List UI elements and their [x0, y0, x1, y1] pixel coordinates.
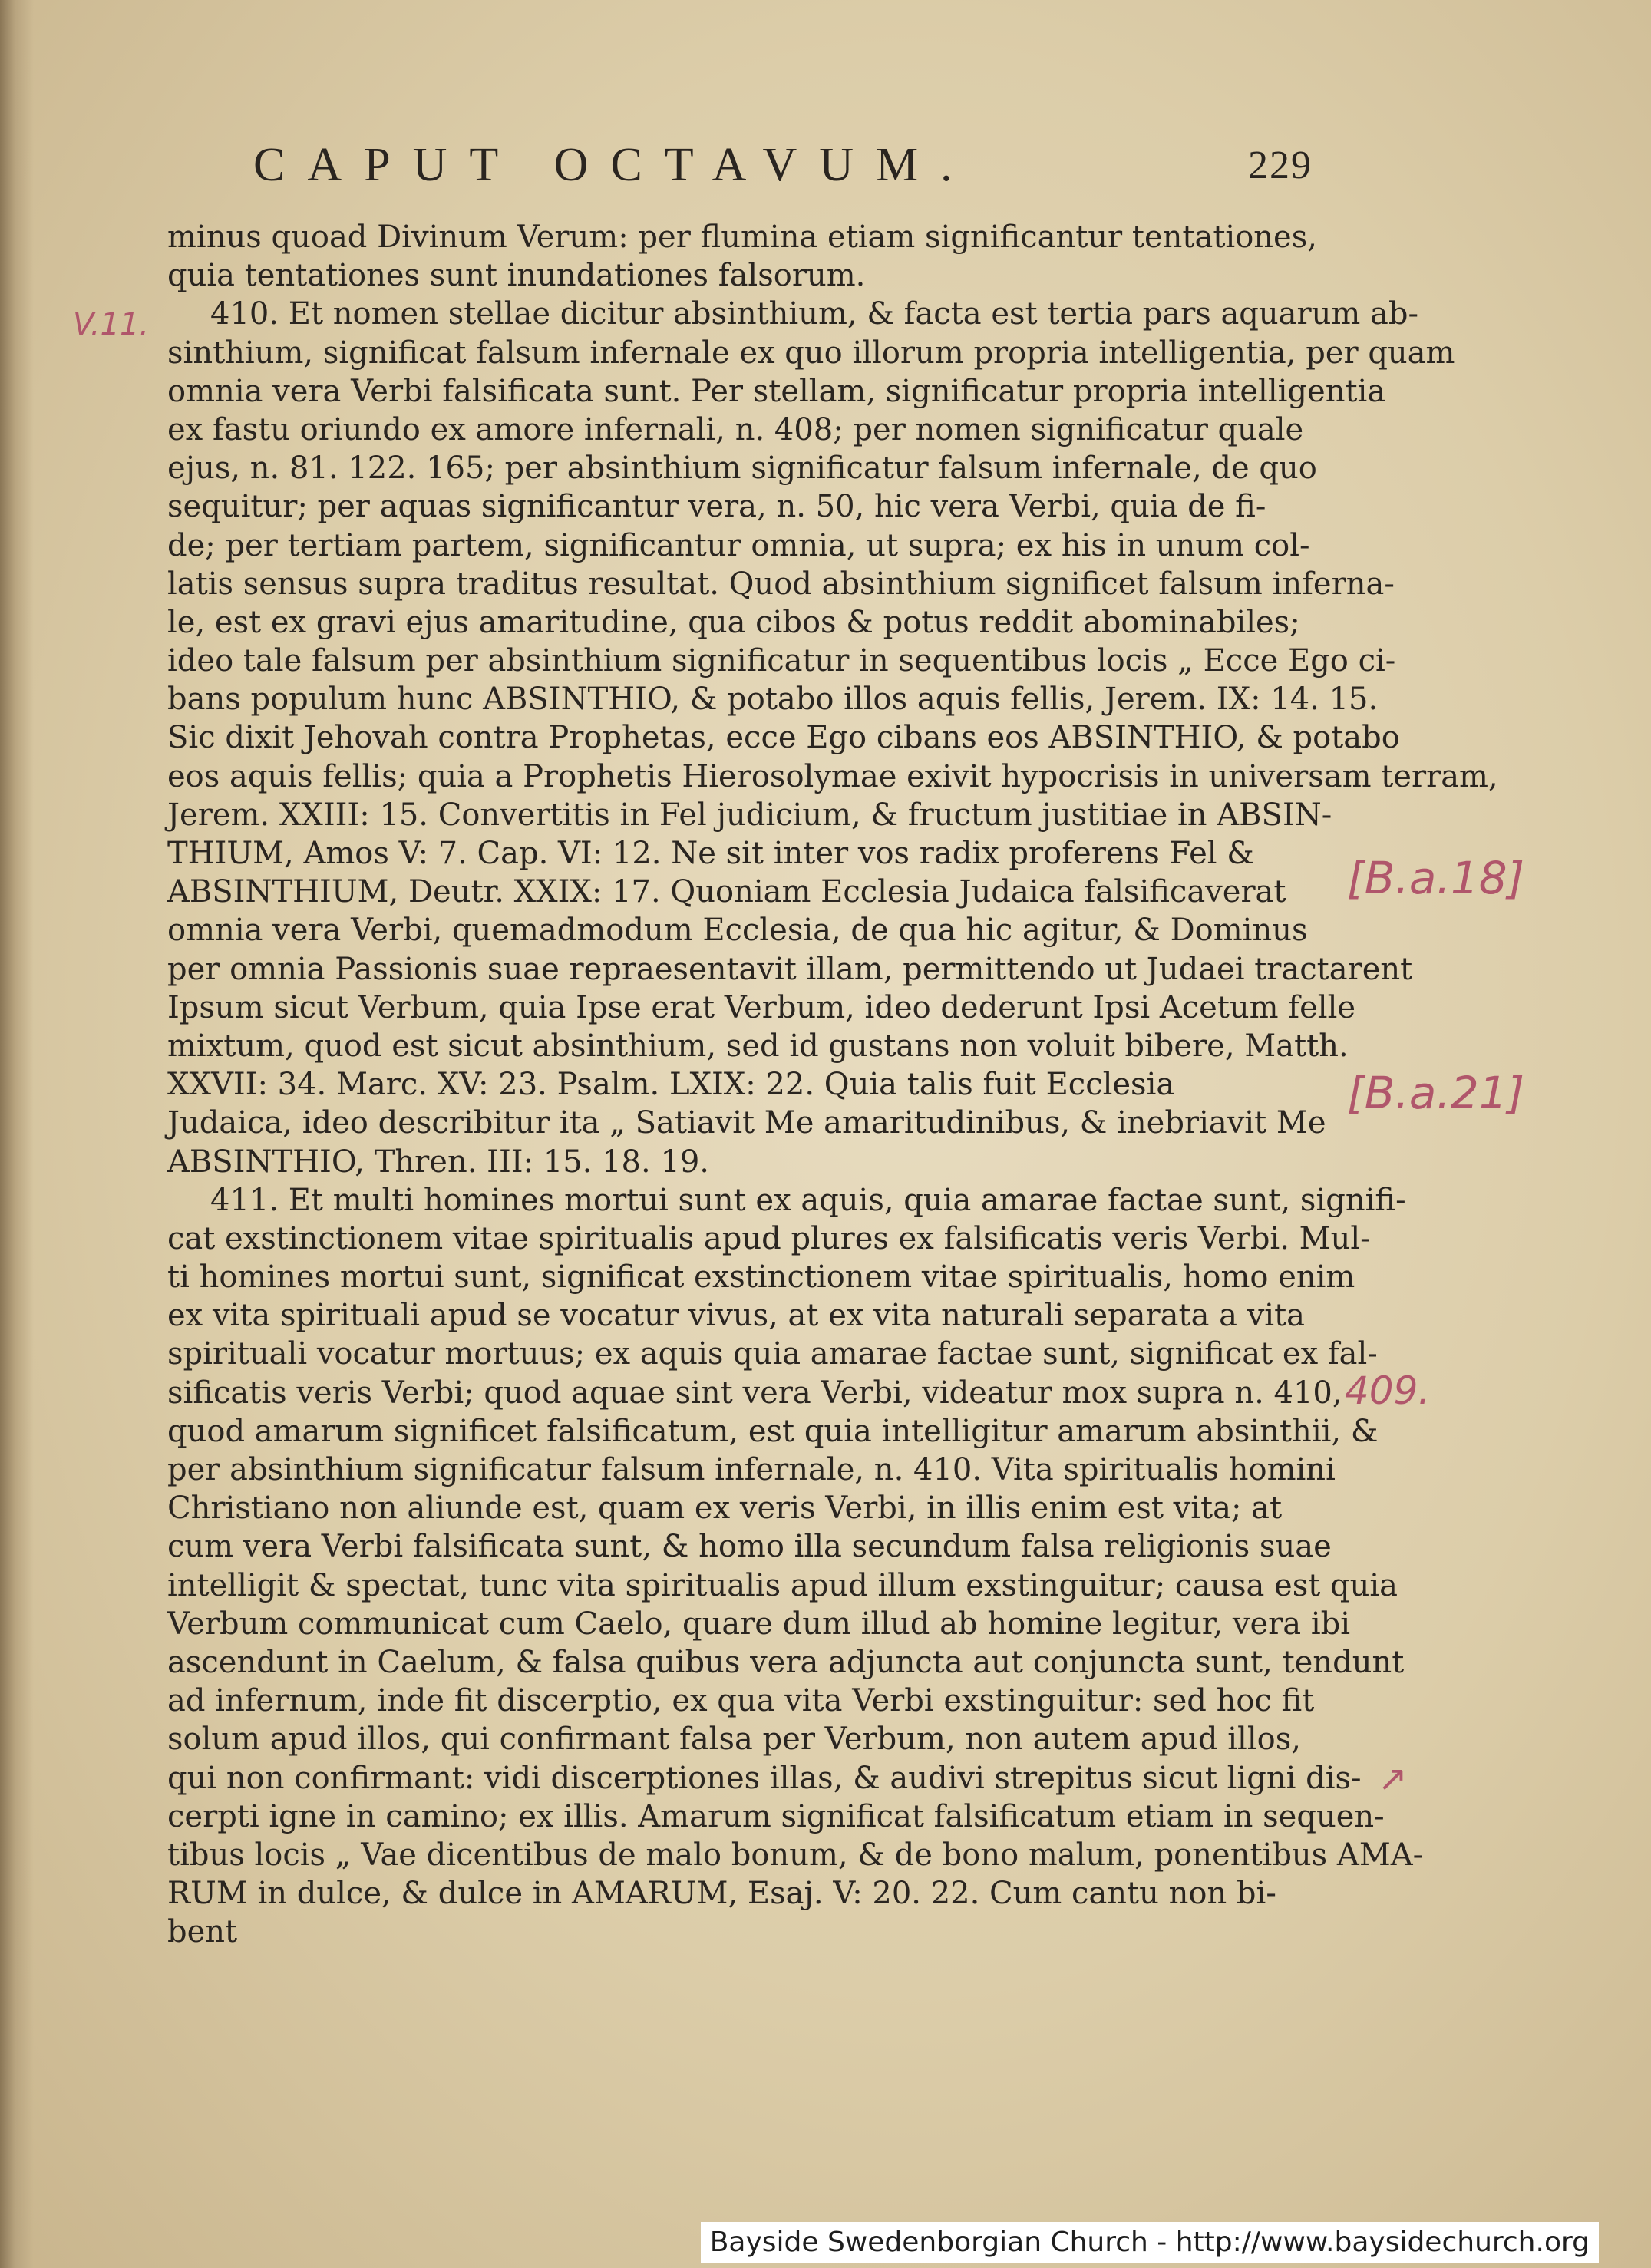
- margin-note-verse: V.11.: [73, 307, 150, 342]
- text-line: intelligit & spectat, tunc vita spiritualis apud illum exstinguitur; causa est quia: [167, 1567, 1398, 1603]
- text-line: eos aquis fellis; quia a Prophetis Hierosolymae exivit hypocrisis in universam terram,: [167, 758, 1498, 794]
- text-line: ejus, n. 81. 122. 165; per absinthium significatur falsum infernale, de quo: [167, 451, 1317, 487]
- margin-note-ref-21: [B.a.21]: [1347, 1067, 1525, 1119]
- paragraph-410-start: 410. Et nomen stellae dicitur absinthium, & facta est tertia pars aquarum ab-: [210, 296, 1419, 332]
- text-line: ex fastu oriundo ex amore infernali, n. 408; per nomen significatur quale: [167, 411, 1304, 447]
- catchword: [167, 1951, 1319, 1989]
- text-line: Verbum communicat cum Caelo, quare dum illud ab homine legitur, vera ibi: [167, 1606, 1351, 1642]
- text-line: RUM in dulce, & dulce in AMARUM, Esaj. V: 20. 22. Cum cantu non bi-: [167, 1876, 1276, 1912]
- text-line: Christiano non aliunde est, quam ex veris Verbi, in illis enim est vita; at: [167, 1491, 1283, 1527]
- text-line: cerpti igne in camino; ex illis. Amarum significat falsificatum etiam in sequen-: [167, 1798, 1385, 1834]
- text-line: quia tentationes sunt inundationes falsorum.: [167, 258, 866, 294]
- paragraph-411-start: 411. Et multi homines mortui sunt ex aquis, quia amarae factae sunt, signifi-: [210, 1182, 1406, 1218]
- text-line: solum apud illos, qui confirmant falsa per Verbum, non autem apud illos,: [167, 1722, 1301, 1758]
- text-line: bent: [167, 1914, 238, 1950]
- page-header: [253, 138, 1313, 200]
- text-line: ABSINTHIO, Thren. III: 15. 18. 19.: [167, 1144, 710, 1180]
- text-line: qui non confirmant: vidi discerptiones illas, & audivi strepitus sicut ligni dis-: [167, 1760, 1362, 1796]
- text-line: sequitur; per aquas significantur vera, n. 50, hic vera Verbi, quia de fi-: [167, 489, 1266, 525]
- text-line: XXVII: 34. Marc. XV: 23. Psalm. LXIX: 22. Quia talis fuit Ecclesia: [167, 1067, 1175, 1103]
- text-line: ti homines mortui sunt, significat exstinctionem vitae spiritualis, homo enim: [167, 1259, 1355, 1296]
- text-line: de; per tertiam partem, significantur omnia, ut supra; ex his in unum col-: [167, 527, 1310, 563]
- text-line: quod amarum significet falsificatum, est quia intelligitur amarum absinthii, &: [167, 1413, 1379, 1449]
- page-spine-shadow: [0, 0, 34, 2268]
- text-line: cat exstinctionem vitae spiritualis apud plures ex falsificatis veris Verbi. Mul-: [167, 1220, 1371, 1256]
- text-line: mixtum, quod est sicut absinthium, sed id gustans non voluit bibere, Matth.: [167, 1028, 1349, 1064]
- text-line: ad infernum, inde fit discerptio, ex qua vita Verbi exstinguitur: sed hoc fit: [167, 1683, 1315, 1719]
- text-line: ABSINTHIUM, Deutr. XXIX: 17. Quoniam Ecclesia Judaica falsificaverat: [167, 874, 1286, 910]
- text-line: omnia vera Verbi, quemadmodum Ecclesia, de qua hic agitur, & Dominus: [167, 913, 1308, 949]
- text-line: per absinthium significatur falsum infernale, n. 410. Vita spiritualis homini: [167, 1452, 1336, 1487]
- text-line: minus quoad Divinum Verum: per flumina etiam significantur tentationes,: [167, 220, 1317, 255]
- text-line: omnia vera Verbi falsificata sunt. Per stellam, significatur propria intelligentia: [167, 373, 1386, 409]
- text-line: Sic dixit Jehovah contra Prophetas, ecce Ego cibans eos ABSINTHIO, & potabo: [167, 720, 1400, 756]
- text-line: Jerem. XXIII: 15. Convertitis in Fel judicium, & fructum justitiae in ABSIN-: [167, 797, 1332, 833]
- text-line: Judaica, ideo describitur ita „ Satiavit Me amaritudinibus, & inebriavit Me: [167, 1105, 1326, 1141]
- source-watermark: Bayside Swedenborgian Church - http://www.baysidechurch.org: [701, 2222, 1599, 2263]
- text-line: ex vita spirituali apud se vocatur vivus, at ex vita naturali separata a vita: [167, 1298, 1306, 1334]
- text-line: per omnia Passionis suae repraesentavit illam, permittendo ut Judaei tractarent: [167, 951, 1413, 987]
- text-line: ascendunt in Caelum, & falsa quibus vera adjuncta aut conjuncta sunt, tendunt: [167, 1644, 1405, 1680]
- text-line: tibus locis „ Vae dicentibus de malo bonum, & de bono malum, ponentibus AMA-: [167, 1837, 1424, 1873]
- text-line: ideo tale falsum per absinthium significatur in sequentibus locis „ Ecce Ego ci-: [167, 643, 1396, 679]
- text-line: cum vera Verbi falsificata sunt, & homo illa secundum falsa religionis suae: [167, 1529, 1332, 1565]
- margin-note-ref-18: [B.a.18]: [1347, 852, 1525, 904]
- text-line: THIUM, Amos V: 7. Cap. VI: 12. Ne sit inter vos radix proferens Fel &: [167, 836, 1254, 871]
- text-line: sificatis veris Verbi; quod aquae sint vera Verbi, videatur mox supra n. 410,: [167, 1375, 1342, 1411]
- text-line: Ipsum sicut Verbum, quia Ipse erat Verbum, ideo dederunt Ipsi Acetum felle: [167, 989, 1356, 1025]
- text-line: latis sensus supra traditus resultat. Quod absinthium significet falsum inferna-: [167, 566, 1395, 602]
- text-line: bans populum hunc ABSINTHIO, & potabo illos aquis fellis, Jerem. IX: 14. 15.: [167, 682, 1379, 718]
- text-line: sinthium, significat falsum infernale ex quo illorum propria intelligentia, per quam: [167, 335, 1455, 371]
- text-line: spirituali vocatur mortuus; ex aquis quia amarae factae sunt, significat ex fal-: [167, 1336, 1378, 1372]
- margin-note-409: 409.: [1345, 1368, 1431, 1413]
- margin-arrow-icon: ↗: [1378, 1758, 1408, 1799]
- page-number: 229: [1248, 144, 1313, 187]
- text-line: le, est ex gravi ejus amaritudine, qua cibos & potus reddit abominabiles;: [167, 604, 1300, 640]
- running-head: CAPUT OCTAVUM.: [253, 139, 975, 191]
